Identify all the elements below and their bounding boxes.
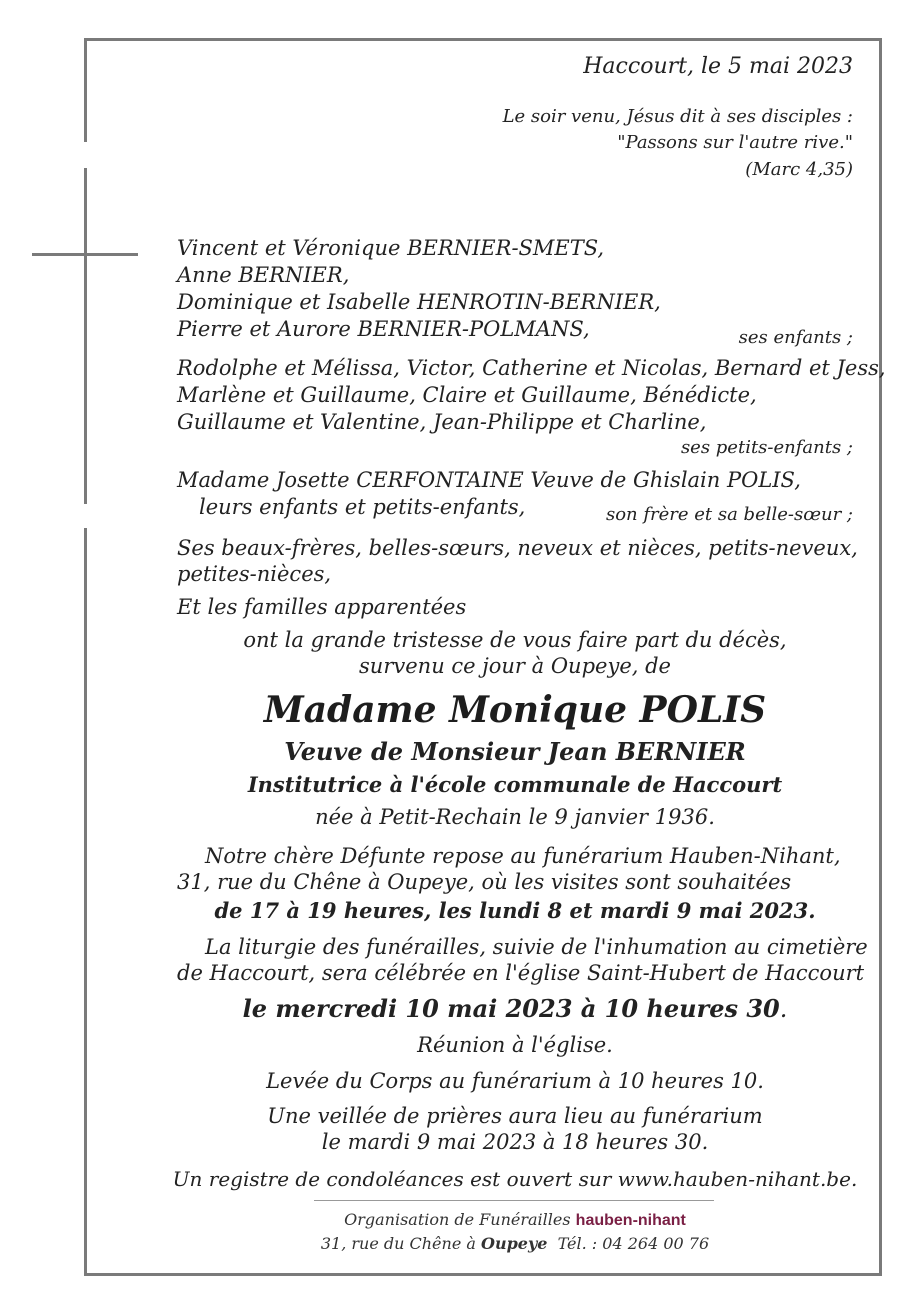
vigil-line-1: Une veillée de prières aura lieu au funérarium — [267, 1104, 763, 1128]
sibling-label: son frère et sa belle-sœur ; — [605, 504, 853, 525]
child-line: Anne BERNIER, — [177, 263, 350, 287]
footer-org-line — [120, 1209, 910, 1232]
others-line-2: petites-nièces, — [177, 562, 332, 586]
deceased-name: Madame Monique POLIS — [263, 689, 767, 731]
deceased-occupation: Institutrice à l'école communale de Haccourt — [247, 772, 783, 797]
frame-top — [84, 38, 882, 41]
families-line: Et les familles apparentées — [177, 595, 467, 619]
liturgy-date-end: . — [779, 995, 788, 1023]
announce-line-2: survenu ce jour à Oupeye, de — [359, 654, 671, 678]
footer-address-prefix: 31, rue du Chêne à — [320, 1234, 476, 1253]
sibling-line-1: Madame Josette CERFONTAINE Veuve de Ghislain POLIS, — [177, 468, 801, 492]
deceased-birth: née à Petit-Rechain le 9 janvier 1936. — [315, 805, 715, 829]
quote-reference: (Marc 4,35) — [745, 159, 853, 180]
deceased-widow-of: Veuve de Monsieur Jean BERNIER — [284, 737, 746, 766]
footer-address-city: Oupeye — [481, 1234, 548, 1253]
sibling-line-2: leurs enfants et petits-enfants, — [199, 495, 526, 519]
others-line-1: Ses beaux-frères, belles-sœurs, neveux et nièces, petits-neveux, — [177, 536, 858, 560]
visit-line-2: 31, rue du Chêne à Oupeye, où les visites sont souhaitées — [177, 870, 792, 894]
visit-hours: de 17 à 19 heures, les lundi 8 et mardi 9 mai 2023. — [214, 898, 816, 923]
cross-horizontal — [32, 253, 138, 256]
liturgy-line-2: de Haccourt, sera célébrée en l'église Saint-Hubert de Haccourt — [177, 961, 865, 985]
children-label: ses enfants ; — [738, 327, 853, 348]
frame-left-lower — [84, 528, 87, 1276]
cross-vertical — [84, 168, 87, 504]
place-date: Haccourt, le 5 mai 2023 — [583, 54, 853, 79]
child-line: Pierre et Aurore BERNIER-POLMANS, — [177, 317, 590, 341]
visit-line-1: Notre chère Défunte repose au funérarium Hauben-Nihant, — [205, 844, 841, 868]
frame-bottom — [84, 1273, 882, 1276]
quote-line-2: "Passons sur l'autre rive." — [617, 132, 853, 153]
liturgy-line-1: La liturgie des funérailles, suivie de l'inhumation au cimetière — [205, 935, 868, 959]
grandchildren-line: Marlène et Guillaume, Claire et Guillaume, Bénédicte, — [177, 383, 757, 407]
frame-left-upper — [84, 38, 87, 142]
footer-divider — [314, 1200, 714, 1201]
liturgy-date-line — [120, 994, 910, 1024]
announce-line-1: ont la grande tristesse de vous faire part du décès, — [243, 628, 787, 652]
grandchildren-label: ses petits-enfants ; — [680, 437, 853, 458]
footer-org-label: Organisation de Funérailles — [344, 1210, 571, 1229]
vigil-line-2: le mardi 9 mai 2023 à 18 heures 30. — [321, 1130, 709, 1154]
quote-line-1: Le soir venu, Jésus dit à ses disciples : — [502, 106, 853, 127]
child-line: Dominique et Isabelle HENROTIN-BERNIER, — [177, 290, 661, 314]
footer-address-line — [120, 1233, 910, 1255]
brand-logo: hauben-nihant — [575, 1212, 686, 1229]
grandchildren-line: Rodolphe et Mélissa, Victor, Catherine et Nicolas, Bernard et Jess, — [177, 356, 886, 380]
grandchildren-line: Guillaume et Valentine, Jean-Philippe et Charline, — [177, 410, 707, 434]
liturgy-date: le mercredi 10 mai 2023 à 10 heures 30 — [242, 994, 780, 1023]
register-line: Un registre de condoléances est ouvert sur www.hauben-nihant.be. — [172, 1167, 858, 1191]
meeting-line: Réunion à l'église. — [417, 1033, 613, 1057]
footer-phone: Tél. : 04 264 00 76 — [557, 1234, 710, 1253]
child-line: Vincent et Véronique BERNIER-SMETS, — [177, 236, 605, 260]
levee-line: Levée du Corps au funérarium à 10 heures 10. — [266, 1069, 764, 1093]
